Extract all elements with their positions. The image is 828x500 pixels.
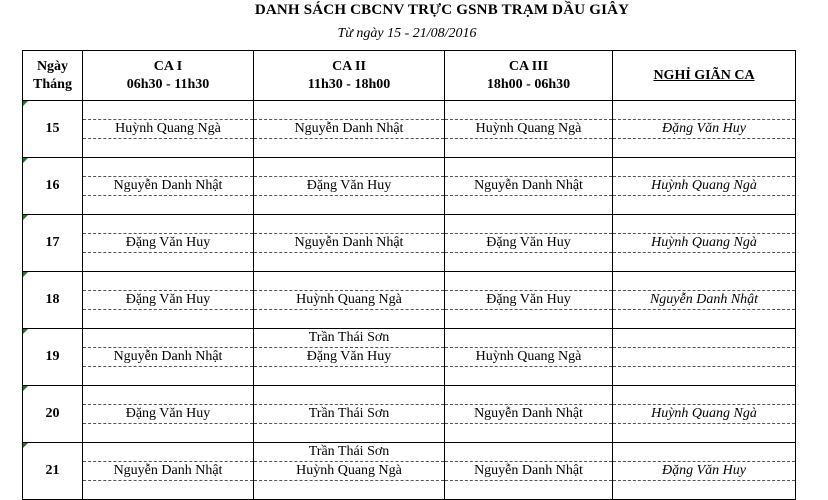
table-row bbox=[23, 253, 796, 272]
table-row bbox=[23, 177, 796, 196]
header-ca1 bbox=[83, 51, 254, 101]
ca2-cell bbox=[254, 253, 445, 272]
ca2-cell bbox=[254, 215, 445, 234]
ca3-cell bbox=[445, 367, 613, 386]
off-cell bbox=[613, 386, 796, 405]
ca3-cell: Huỳnh Quang Ngà bbox=[445, 348, 613, 367]
ca1-cell bbox=[83, 424, 254, 443]
table-row bbox=[23, 120, 796, 139]
header-day-line1: Ngày bbox=[36, 58, 69, 74]
ca2-cell: Huỳnh Quang Ngà bbox=[254, 462, 445, 481]
header-off-label: NGHỈ GIÃN CA bbox=[653, 67, 755, 83]
off-cell bbox=[613, 329, 796, 348]
ca3-cell: Đặng Văn Huy bbox=[445, 291, 613, 310]
document-title: DANH SÁCH CBCNV TRỰC GSNB TRẠM DẦU GIÂY bbox=[254, 2, 630, 18]
ca1-cell bbox=[83, 158, 254, 177]
ca3-cell bbox=[445, 386, 613, 405]
off-cell bbox=[613, 443, 796, 462]
header-ca1-time: 06h30 - 11h30 bbox=[126, 76, 210, 92]
table-row bbox=[23, 101, 796, 120]
ca2-cell: Trần Thái Sơn bbox=[254, 443, 445, 462]
ca3-cell: Nguyễn Danh Nhật bbox=[445, 462, 613, 481]
table-row bbox=[23, 234, 796, 253]
ca3-cell bbox=[445, 158, 613, 177]
header-ca2-name: CA II bbox=[332, 58, 366, 74]
day-cell: 15 bbox=[23, 101, 83, 158]
header-ca3 bbox=[445, 51, 613, 101]
table-row bbox=[23, 196, 796, 215]
table-row bbox=[23, 443, 796, 462]
ca1-cell bbox=[83, 215, 254, 234]
schedule-table bbox=[22, 50, 796, 500]
header-off bbox=[613, 51, 796, 101]
off-cell bbox=[613, 196, 796, 215]
header-ca2-time: 11h30 - 18h00 bbox=[307, 76, 391, 92]
ca3-cell bbox=[445, 215, 613, 234]
schedule-body bbox=[23, 101, 796, 500]
table-row bbox=[23, 158, 796, 177]
ca3-cell bbox=[445, 101, 613, 120]
ca2-cell: Huỳnh Quang Ngà bbox=[254, 291, 445, 310]
ca3-cell bbox=[445, 443, 613, 462]
table-row bbox=[23, 329, 796, 348]
ca1-cell bbox=[83, 310, 254, 329]
ca2-cell: Trần Thái Sơn bbox=[254, 329, 445, 348]
day-cell: 16 bbox=[23, 158, 83, 215]
off-cell bbox=[613, 158, 796, 177]
ca1-cell: Đặng Văn Huy bbox=[83, 234, 254, 253]
ca1-cell bbox=[83, 139, 254, 158]
table-row bbox=[23, 367, 796, 386]
off-cell bbox=[613, 272, 796, 291]
ca1-cell: Huỳnh Quang Ngà bbox=[83, 120, 254, 139]
day-cell: 17 bbox=[23, 215, 83, 272]
ca3-cell bbox=[445, 272, 613, 291]
off-cell bbox=[613, 348, 796, 367]
ca3-cell bbox=[445, 139, 613, 158]
ca1-cell bbox=[83, 196, 254, 215]
off-cell bbox=[613, 215, 796, 234]
off-cell: Đặng Văn Huy bbox=[613, 462, 796, 481]
ca3-cell bbox=[445, 329, 613, 348]
ca1-cell: Đặng Văn Huy bbox=[83, 291, 254, 310]
table-row bbox=[23, 272, 796, 291]
ca1-cell: Nguyễn Danh Nhật bbox=[83, 462, 254, 481]
header-day bbox=[23, 51, 83, 101]
ca2-cell bbox=[254, 101, 445, 120]
ca2-cell bbox=[254, 196, 445, 215]
off-cell bbox=[613, 481, 796, 500]
ca1-cell: Đặng Văn Huy bbox=[83, 405, 254, 424]
ca3-cell: Nguyễn Danh Nhật bbox=[445, 405, 613, 424]
off-cell: Huỳnh Quang Ngà bbox=[613, 234, 796, 253]
ca2-cell: Trần Thái Sơn bbox=[254, 405, 445, 424]
ca1-cell: Nguyễn Danh Nhật bbox=[83, 348, 254, 367]
ca1-cell bbox=[83, 329, 254, 348]
table-row bbox=[23, 386, 796, 405]
ca1-cell bbox=[83, 481, 254, 500]
header-ca3-time: 18h00 - 06h30 bbox=[486, 76, 571, 92]
day-cell: 20 bbox=[23, 386, 83, 443]
table-row bbox=[23, 481, 796, 500]
ca1-cell bbox=[83, 253, 254, 272]
off-cell bbox=[613, 253, 796, 272]
ca2-cell bbox=[254, 158, 445, 177]
ca1-cell bbox=[83, 386, 254, 405]
off-cell bbox=[613, 139, 796, 158]
off-cell: Huỳnh Quang Ngà bbox=[613, 405, 796, 424]
off-cell: Đặng Văn Huy bbox=[613, 120, 796, 139]
ca3-cell: Huỳnh Quang Ngà bbox=[445, 120, 613, 139]
table-row bbox=[23, 291, 796, 310]
ca2-cell: Đặng Văn Huy bbox=[254, 177, 445, 196]
table-row bbox=[23, 462, 796, 481]
ca1-cell bbox=[83, 443, 254, 462]
ca2-cell bbox=[254, 310, 445, 329]
off-cell: Huỳnh Quang Ngà bbox=[613, 177, 796, 196]
ca2-cell: Nguyễn Danh Nhật bbox=[254, 120, 445, 139]
ca1-cell: Nguyễn Danh Nhật bbox=[83, 177, 254, 196]
off-cell: Nguyễn Danh Nhật bbox=[613, 291, 796, 310]
off-cell bbox=[613, 424, 796, 443]
ca3-cell bbox=[445, 253, 613, 272]
ca2-cell bbox=[254, 481, 445, 500]
header-ca2 bbox=[254, 51, 445, 101]
off-cell bbox=[613, 367, 796, 386]
header-row bbox=[23, 51, 796, 101]
document-subtitle: Từ ngày 15 - 21/08/2016 bbox=[337, 26, 477, 41]
table-row bbox=[23, 348, 796, 367]
header-ca1-name: CA I bbox=[153, 58, 183, 74]
ca1-cell bbox=[83, 367, 254, 386]
day-cell: 21 bbox=[23, 443, 83, 500]
table-row bbox=[23, 139, 796, 158]
ca3-cell bbox=[445, 310, 613, 329]
header-day-line2: Tháng bbox=[33, 76, 72, 92]
ca2-cell bbox=[254, 424, 445, 443]
ca2-cell bbox=[254, 139, 445, 158]
table-row bbox=[23, 215, 796, 234]
table-row bbox=[23, 424, 796, 443]
ca2-cell bbox=[254, 272, 445, 291]
off-cell bbox=[613, 101, 796, 120]
ca3-cell bbox=[445, 481, 613, 500]
ca1-cell bbox=[83, 101, 254, 120]
table-row bbox=[23, 310, 796, 329]
ca1-cell bbox=[83, 272, 254, 291]
ca2-cell bbox=[254, 367, 445, 386]
day-cell: 18 bbox=[23, 272, 83, 329]
ca2-cell bbox=[254, 386, 445, 405]
day-cell: 19 bbox=[23, 329, 83, 386]
ca2-cell: Nguyễn Danh Nhật bbox=[254, 234, 445, 253]
header-ca3-name: CA III bbox=[508, 58, 549, 74]
table-row bbox=[23, 405, 796, 424]
ca3-cell bbox=[445, 196, 613, 215]
ca2-cell: Đặng Văn Huy bbox=[254, 348, 445, 367]
ca3-cell bbox=[445, 424, 613, 443]
off-cell bbox=[613, 310, 796, 329]
ca3-cell: Nguyễn Danh Nhật bbox=[445, 177, 613, 196]
ca3-cell: Đặng Văn Huy bbox=[445, 234, 613, 253]
